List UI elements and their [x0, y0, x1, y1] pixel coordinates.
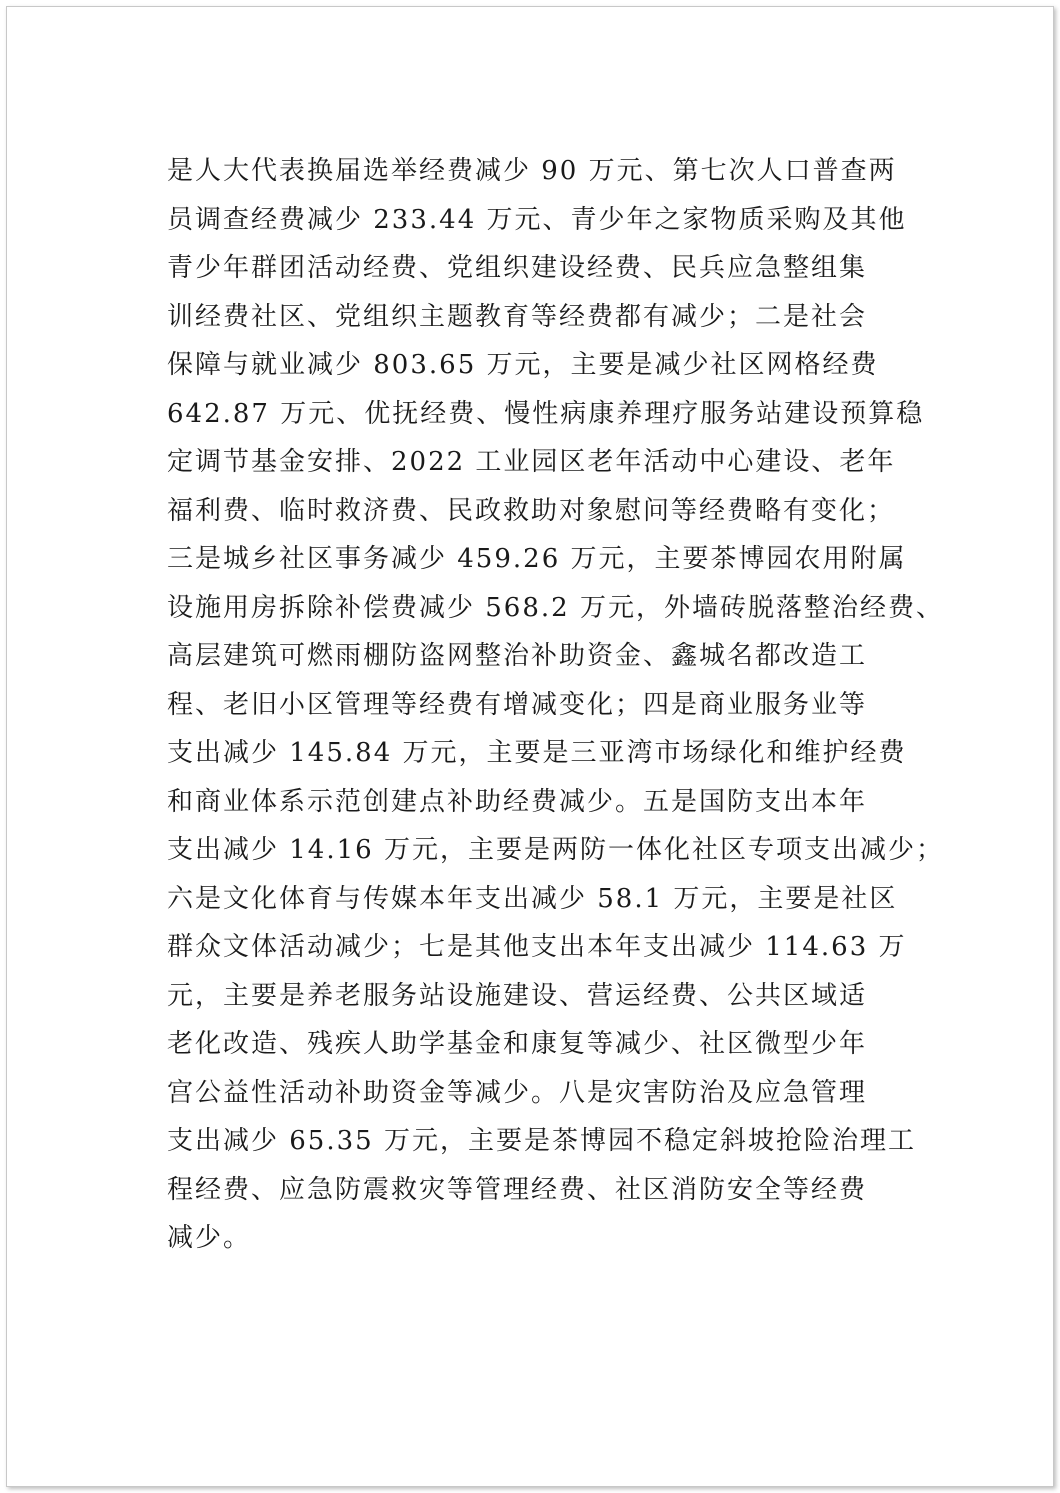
text-line: 和商业体系示范创建点补助经费减少。五是国防支出本年 — [167, 786, 868, 817]
text-line: 定调节基金安排、2022 工业园区老年活动中心建设、老年 — [167, 447, 896, 477]
text-line: 程、老旧小区管理等经费有增减变化；四是商业服务业等 — [167, 689, 868, 720]
text-line: 员调查经费减少 233.44 万元、青少年之家物质采购及其他 — [167, 204, 907, 235]
body-paragraph — [167, 147, 944, 1263]
text-line: 福利费、临时救济费、民政救助对象慰问等经费略有变化； — [167, 495, 896, 526]
text-line: 程经费、应急防震救灾等管理经费、社区消防安全等经费 — [167, 1174, 868, 1205]
text-line: 支出减少 145.84 万元，主要是三亚湾市场绿化和维护经费 — [167, 738, 907, 768]
text-line: 三是城乡社区事务减少 459.26 万元，主要茶博园农用附属 — [167, 544, 907, 574]
text-line: 支出减少 65.35 万元，主要是茶博园不稳定斜坡抢险治理工 — [167, 1126, 916, 1156]
text-line: 老化改造、残疾人助学基金和康复等减少、社区微型少年 — [167, 1029, 868, 1059]
text-line: 训经费社区、党组织主题教育等经费都有减少；二是社会 — [167, 301, 868, 332]
text-line: 是人大代表换届选举经费减少 90 万元、第七次人口普查两 — [167, 156, 897, 186]
text-line: 642.87 万元、优抚经费、慢性病康养理疗服务站建设预算稳 — [167, 398, 925, 429]
text-line: 支出减少 14.16 万元，主要是两防一体化社区专项支出减少； — [167, 835, 944, 865]
text-line: 设施用房拆除补偿费减少 568.2 万元，外墙砖脱落整治经费、 — [167, 592, 944, 623]
text-line: 减少。 — [167, 1223, 252, 1253]
text-line: 保障与就业减少 803.65 万元，主要是减少社区网格经费 — [167, 350, 879, 380]
text-line: 群众文体活动减少；七是其他支出本年支出减少 114.63 万 — [167, 932, 907, 962]
document-page — [6, 6, 1054, 1487]
text-line: 青少年群团活动经费、党组织建设经费、民兵应急整组集 — [167, 253, 868, 283]
text-line: 高层建筑可燃雨棚防盗网整治补助资金、鑫城名都改造工 — [167, 641, 868, 671]
text-line: 宫公益性活动补助资金等减少。八是灾害防治及应急管理 — [167, 1077, 868, 1108]
text-line: 六是文化体育与传媒本年支出减少 58.1 万元，主要是社区 — [167, 883, 898, 914]
text-line: 元，主要是养老服务站设施建设、营运经费、公共区域适 — [167, 980, 868, 1011]
